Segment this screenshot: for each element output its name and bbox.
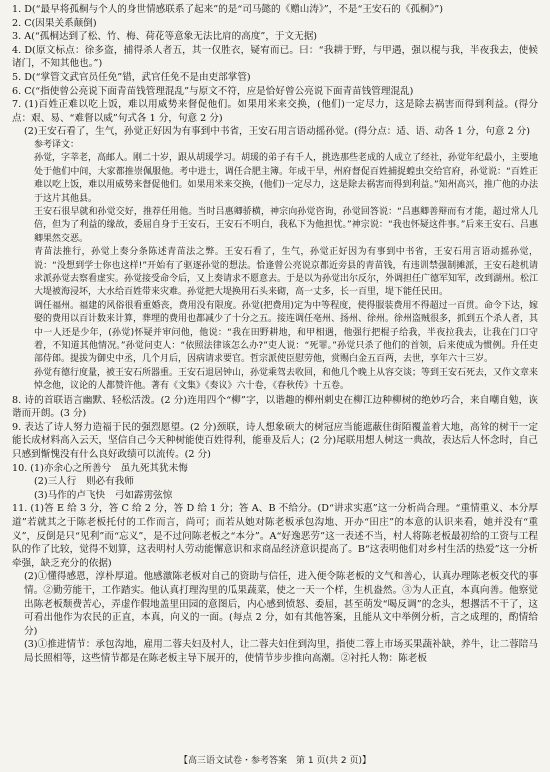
translation-paragraph: 孙觉有德行度量，被王安石所器重。王安石退居钟山，孙觉乘驾去收回，和他几个晚上从容交谈；等到王安石死去，又作文章来悼念他，议论的人都赞许他。著有《文集》《奏议》六十卷，《春秋传》十五卷。	[34, 367, 539, 392]
answer-q4: 4. D(原文标点：徐多盗，捕得杀人者五，其一仅胜衣，疑宥而已。曰：“我耕于野，与甲遇，强以棍与我，半夜我去，使候诸门，不知其他也。”)	[12, 44, 538, 70]
answer-q3: 3. A(“孤桐达到了松、竹、梅、荷花等意象无法比肩的高度”，于文无据)	[12, 31, 318, 43]
answer-q2: 2. C(因果关系颠倒)	[12, 17, 97, 29]
translation-title: 参考译文：	[34, 139, 80, 150]
answer-q7-2: (2)王安石看了，生气，孙觉正好因为有事到中书省，王安石用言语动摇孙觉。(得分点：适、语、动各 1 分，句意 2 分)	[24, 126, 530, 138]
translation-paragraph: 孙觉，字莘老，高邮人。刚二十岁，跟从胡瑗学习。胡瑗的弟子有千人，挑选那些老成的人成立了经社，孙觉年纪最小，主要地处于他们中间，大家都推崇佩服他。考中进士，调任合肥主簿。年成干旱，州府督促百姓捕捉蝗虫交给官府，孙觉说：“百姓正难以吃上饭，难以用威势来督促他们。如果用米来交换，(他们)一定尽力，这是除去祸害而得到利益。”知州高兴，推广他的办法于这片其他县。	[34, 153, 539, 204]
answer-q7-1: 7. (1)百姓正难以吃上饭，难以用威势来督促他们。如果用米来交换，(他们)一定尽力，这是除去祸害而得到利益。(得分点：艰、易、“难督以威”句式各 1 分，句意 2 分)	[12, 99, 538, 124]
answer-q10-2: (2)三人行 则必有我师	[34, 476, 134, 488]
answer-q9: 9. 表达了诗人努力造福于民的强烈愿望。(2 分)颈联，诗人想象硕大的树冠应当能遮蔽住街陌覆盖着大地，高耸的树干一定能长成材料高入云天，坚信自己今天种树能使百姓得利，能垂及后人；(2 分)尾联用想人树这一典故，表达后人怀念时，自己只感到惭愧没有什么良好政绩可以流传。(2 分)	[12, 421, 538, 461]
answer-q1: 1. D(“最早将孤桐与个人的身世情感联系了起来”的是“司马懿的《赠山涛》”，不是“王安石的《孤桐》”)	[12, 4, 443, 15]
page-footer: 【高三语文试卷・参考答案 第 1 页(共 2 页)】	[179, 756, 371, 766]
answer-q10-1: 10. (1)亦余心之所善兮 虽九死其犹未悔	[12, 462, 188, 474]
answer-q10-3: (3)马作的卢飞快 弓如霹雳弦惊	[34, 489, 173, 501]
translation-paragraph: 王安石很早就和孙觉交好，推荐任用他。当时吕惠卿骄横，神宗向孙觉咨询，孙觉回答说：“吕惠卿善辩而有才能，超过常人几倍，但为了利益的缘故，委屈自身于王安石，王安石不明白，我私下为他担忧。”神宗说：“我也怀疑这件事。”后来王安石、吕惠卿果然交恶。	[34, 206, 538, 244]
answer-q11-2: (2)①懂得感恩，淳朴厚道。他感激陈老板对自己的资助与信任，进入便令陈老板的文气和善心，认真办理陈老板交代的事情。②勤劳能干，工作踏实。他认真打理沟里的瓜果蔬菜，使之一天一个样，生机盎然。③为人正直，本真向善。他察觉出陈老板颓费苦心，弄虚作假地盖里田园的意图后，内心感到愤怒、委屈，甚至萌发“喝反调”的念头，想撂活不干了，这可看出他作为农民的正直，本真，向义的一面。(每点 2 分，如有其他答案，且能从文中举例分析，言之成理的，酌情给分)	[24, 571, 538, 637]
answer-content	[12, 3, 538, 666]
translation-paragraph: 青苗法推行，孙觉上奏分条陈述青苗法之弊。王安石看了，生气，孙觉正好因为有事到中书省，王安石用言语动摇孙觉，说：“没想到学士你也这样!”开始有了驱逐孙觉的想法。恰逢曾公亮说京都近旁县的青苗钱，有违训禁强制摊派，王安石趁机请求派孙觉去察看虚实。孙觉接受命令后，又上奏请求不愿意去。于是以为孙觉出尔反尔，外调担任广德军知军，改到湖州。松江大堤被海浸坏，大水给百姓带来灾难。孙觉把大堤换用石头来砌，高一丈多，长一百里，堤下能任民田。	[34, 247, 539, 298]
answer-q8: 8. 诗的首联语言幽默、轻松活泼。(2 分)连用四个“柳”字，以谐趣的柳州刺史在柳江边种柳树的绝妙巧合，来自嘲自勉，诙谐而开朗。(3 分)	[12, 394, 538, 420]
answer-q6: 6. C(“指使曾公亮说下面青苗钱管理混乱”与原文不符，应是恰好曾公亮说下面青苗钱管理混乱)	[12, 85, 414, 97]
answer-q11-3: (3)①推进情节：承包沟地，雇用二蓉夫妇及村人，让二蓉夫妇住到沟里，指使二蓉上市场买果蔬补缺，养牛，让二蓉陪马局长照相等，这些情节都是在陈老板主导下展开的，使情节步步推向高潮。②衬托人物：陈老板	[24, 639, 538, 664]
translation-paragraph: 调任福州。福建的风俗很看重婚丧，费用没有限度。孙觉(把费用)定为中等程度，使得服装费用不得超过一百贯。命令下达，嫁娶的费用以百计数来计算，葬埋的费用也都减少了十分之五。接连调任亳州、扬州、徐州。徐州盗贼很多，抓到五个杀人者，其中一人还是少年，(孙觉)怀疑并审问他，他说：“我在田野耕地，和甲相遇，他强行把棍子给我，半夜拉我去，让我在门口守着，不知道其他情况。”孙觉问吏人：“依照法律该怎么办?”吏人说：“死罪。”孙觉只杀了他们的首领，后来使成为惯例。升任吏部侍郎。提拔为御史中丞，几个月后，因病请求要官。哲宗派使臣慰劳他，赏赐白金五百两，去世，享年六十三岁。	[34, 300, 539, 365]
answer-q11-1: 11. (1)答 E 给 3 分，答 C 给 2 分，答 D 给 1 分；答 A、B 不给分。(D“讲求实惠”这一分析尚合理。“重情重义、本分厚道”若就其之于陈老板托付的工作而言，尚可；而若从她对陈老板承包沟地、开办“田庄”的本意的认识来看，她并没有“重义”，反倒是只“见利”而“忘义”，是不过问陈老板之“本分”。A“好逸恶劳”这一表述不当，村人将陈老板最初给的工资与工程队的作了比较，觉得不划算，这表明村人劳动能懈意识和求商品经济意识提高了。B“这表明他们对乡村生活的热爱”这一分析牵强，缺乏充分的依据)	[12, 503, 538, 569]
answer-q5: 5. D(“掌管文武官员任免”错，武官任免不是由吏部掌管)	[12, 71, 251, 83]
